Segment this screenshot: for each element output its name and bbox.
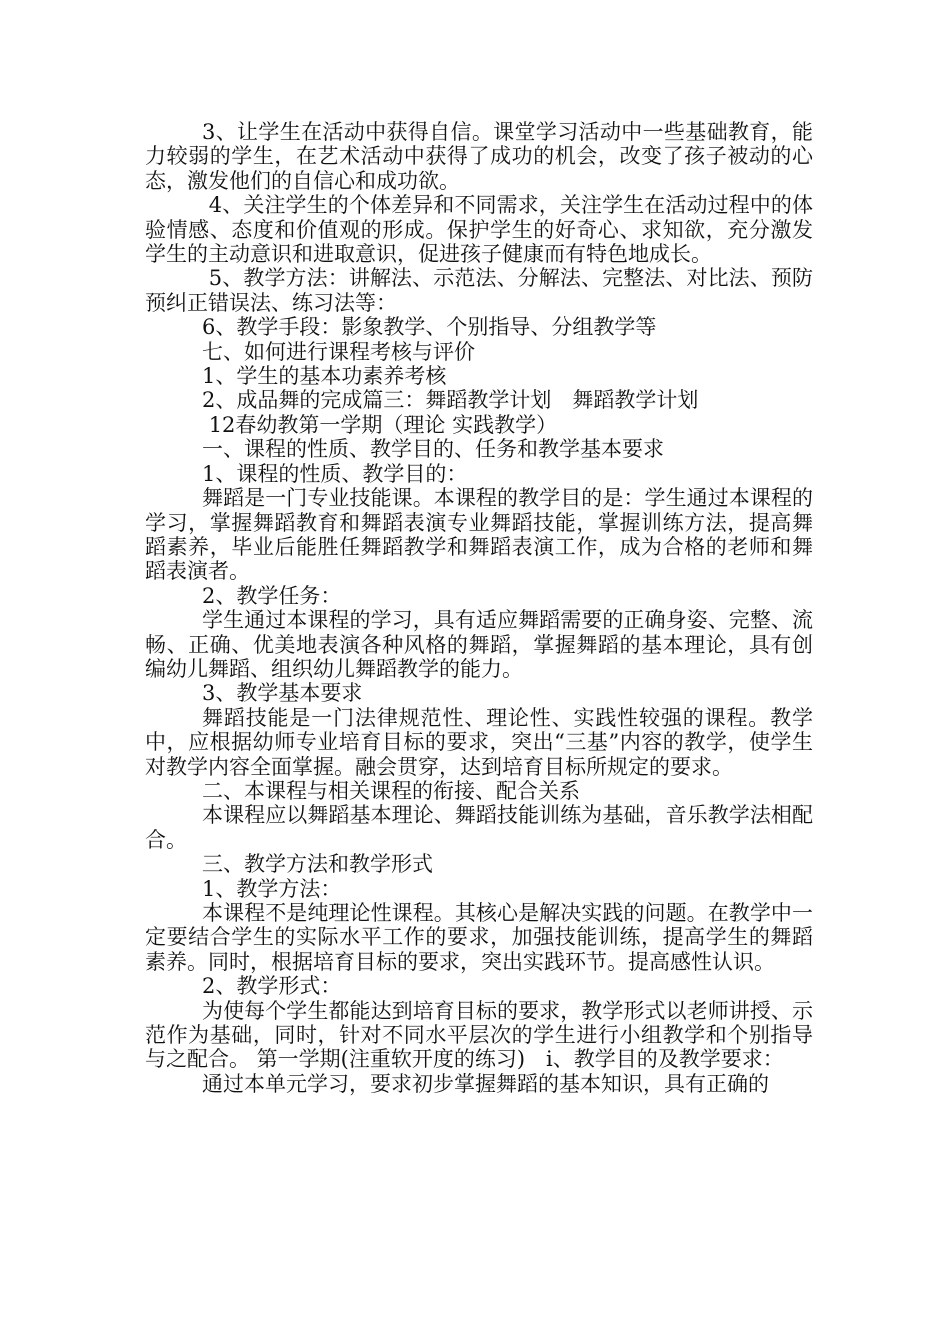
paragraph: 学生通过本课程的学习，具有适应舞蹈需要的正确身姿、完整、流畅、正确、优美地表演各种风格的舞蹈，掌握舞蹈的基本理论，具有创编幼儿舞蹈、组织幼儿舞蹈教学的能力。 [145,608,813,681]
section-heading: 一、课程的性质、教学目的、任务和教学基本要求 [202,437,664,462]
section-heading: 三、教学方法和教学形式 [202,852,433,877]
subsection-heading: 2、教学任务： [202,583,342,608]
subsection-heading: 1、课程的性质、教学目的： [202,461,468,486]
paragraph: 2、成品舞的完成篇三：舞蹈教学计划 舞蹈教学计划 [202,388,699,413]
subsection-heading: 3、教学基本要求 [202,681,363,706]
document-body [145,120,813,1096]
section-heading: 七、如何进行课程考核与评价 [202,339,475,364]
subsection-heading: 1、教学方法： [202,876,342,901]
section-heading: 二、本课程与相关课程的衔接、配合关系 [202,778,580,803]
paragraph: 舞蹈是一门专业技能课。本课程的教学目的是：学生通过本课程的学习，掌握舞蹈教育和舞蹈表演专业舞蹈技能，掌握训练方法，提高舞蹈素养，毕业后能胜任舞蹈教学和舞蹈表演工作，成为合格的老师和舞蹈表演者。 [145,486,813,584]
paragraph: 1、学生的基本功素养考核 [202,364,447,389]
paragraph: 6、教学手段：影象教学、个别指导、分组教学等 [202,315,657,340]
paragraph: 12春幼教第一学期（理论 实践教学） [202,412,558,437]
paragraph: 5、教学方法：讲解法、示范法、分解法、完整法、对比法、预防预纠正错误法、练习法等： [145,266,813,315]
paragraph: 4、关注学生的个体差异和不同需求，关注学生在活动过程中的体验情感、态度和价值观的形成。保护学生的好奇心、求知欲，充分激发学生的主动意识和进取意识，促进孩子健康而有特色地成长。 [145,193,813,267]
paragraph: 本课程应以舞蹈基本理论、舞蹈技能训练为基础，音乐教学法相配合。 [145,803,813,852]
paragraph: 通过本单元学习，要求初步掌握舞蹈的基本知识，具有正确的 [202,1071,769,1096]
subsection-heading: 2、教学形式： [202,974,342,999]
paragraph: 为使每个学生都能达到培育目标的要求，教学形式以老师讲授、示范作为基础，同时，针对不同水平层次的学生进行小组教学和个别指导与之配合。 第一学期(注重软开度的练习) ⅰ、教学目的及教学要求： [145,998,813,1072]
paragraph: 舞蹈技能是一门法律规范性、理论性、实践性较强的课程。教学中，应根据幼师专业培育目标的要求，突出“三基”内容的教学，使学生对教学内容全面掌握。融会贯穿，达到培育目标所规定的要求。 [145,705,813,779]
paragraph: 本课程不是纯理论性课程。其核心是解决实践的问题。在教学中一定要结合学生的实际水平工作的要求，加强技能训练，提高学生的舞蹈素养。同时，根据培育目标的要求，突出实践环节。提高感性认识。 [145,901,813,974]
paragraph: 3、让学生在活动中获得自信。课堂学习活动中一些基础教育，能力较弱的学生，在艺术活动中获得了成功的机会，改变了孩子被动的心态，激发他们的自信心和成功欲。 [145,120,813,193]
